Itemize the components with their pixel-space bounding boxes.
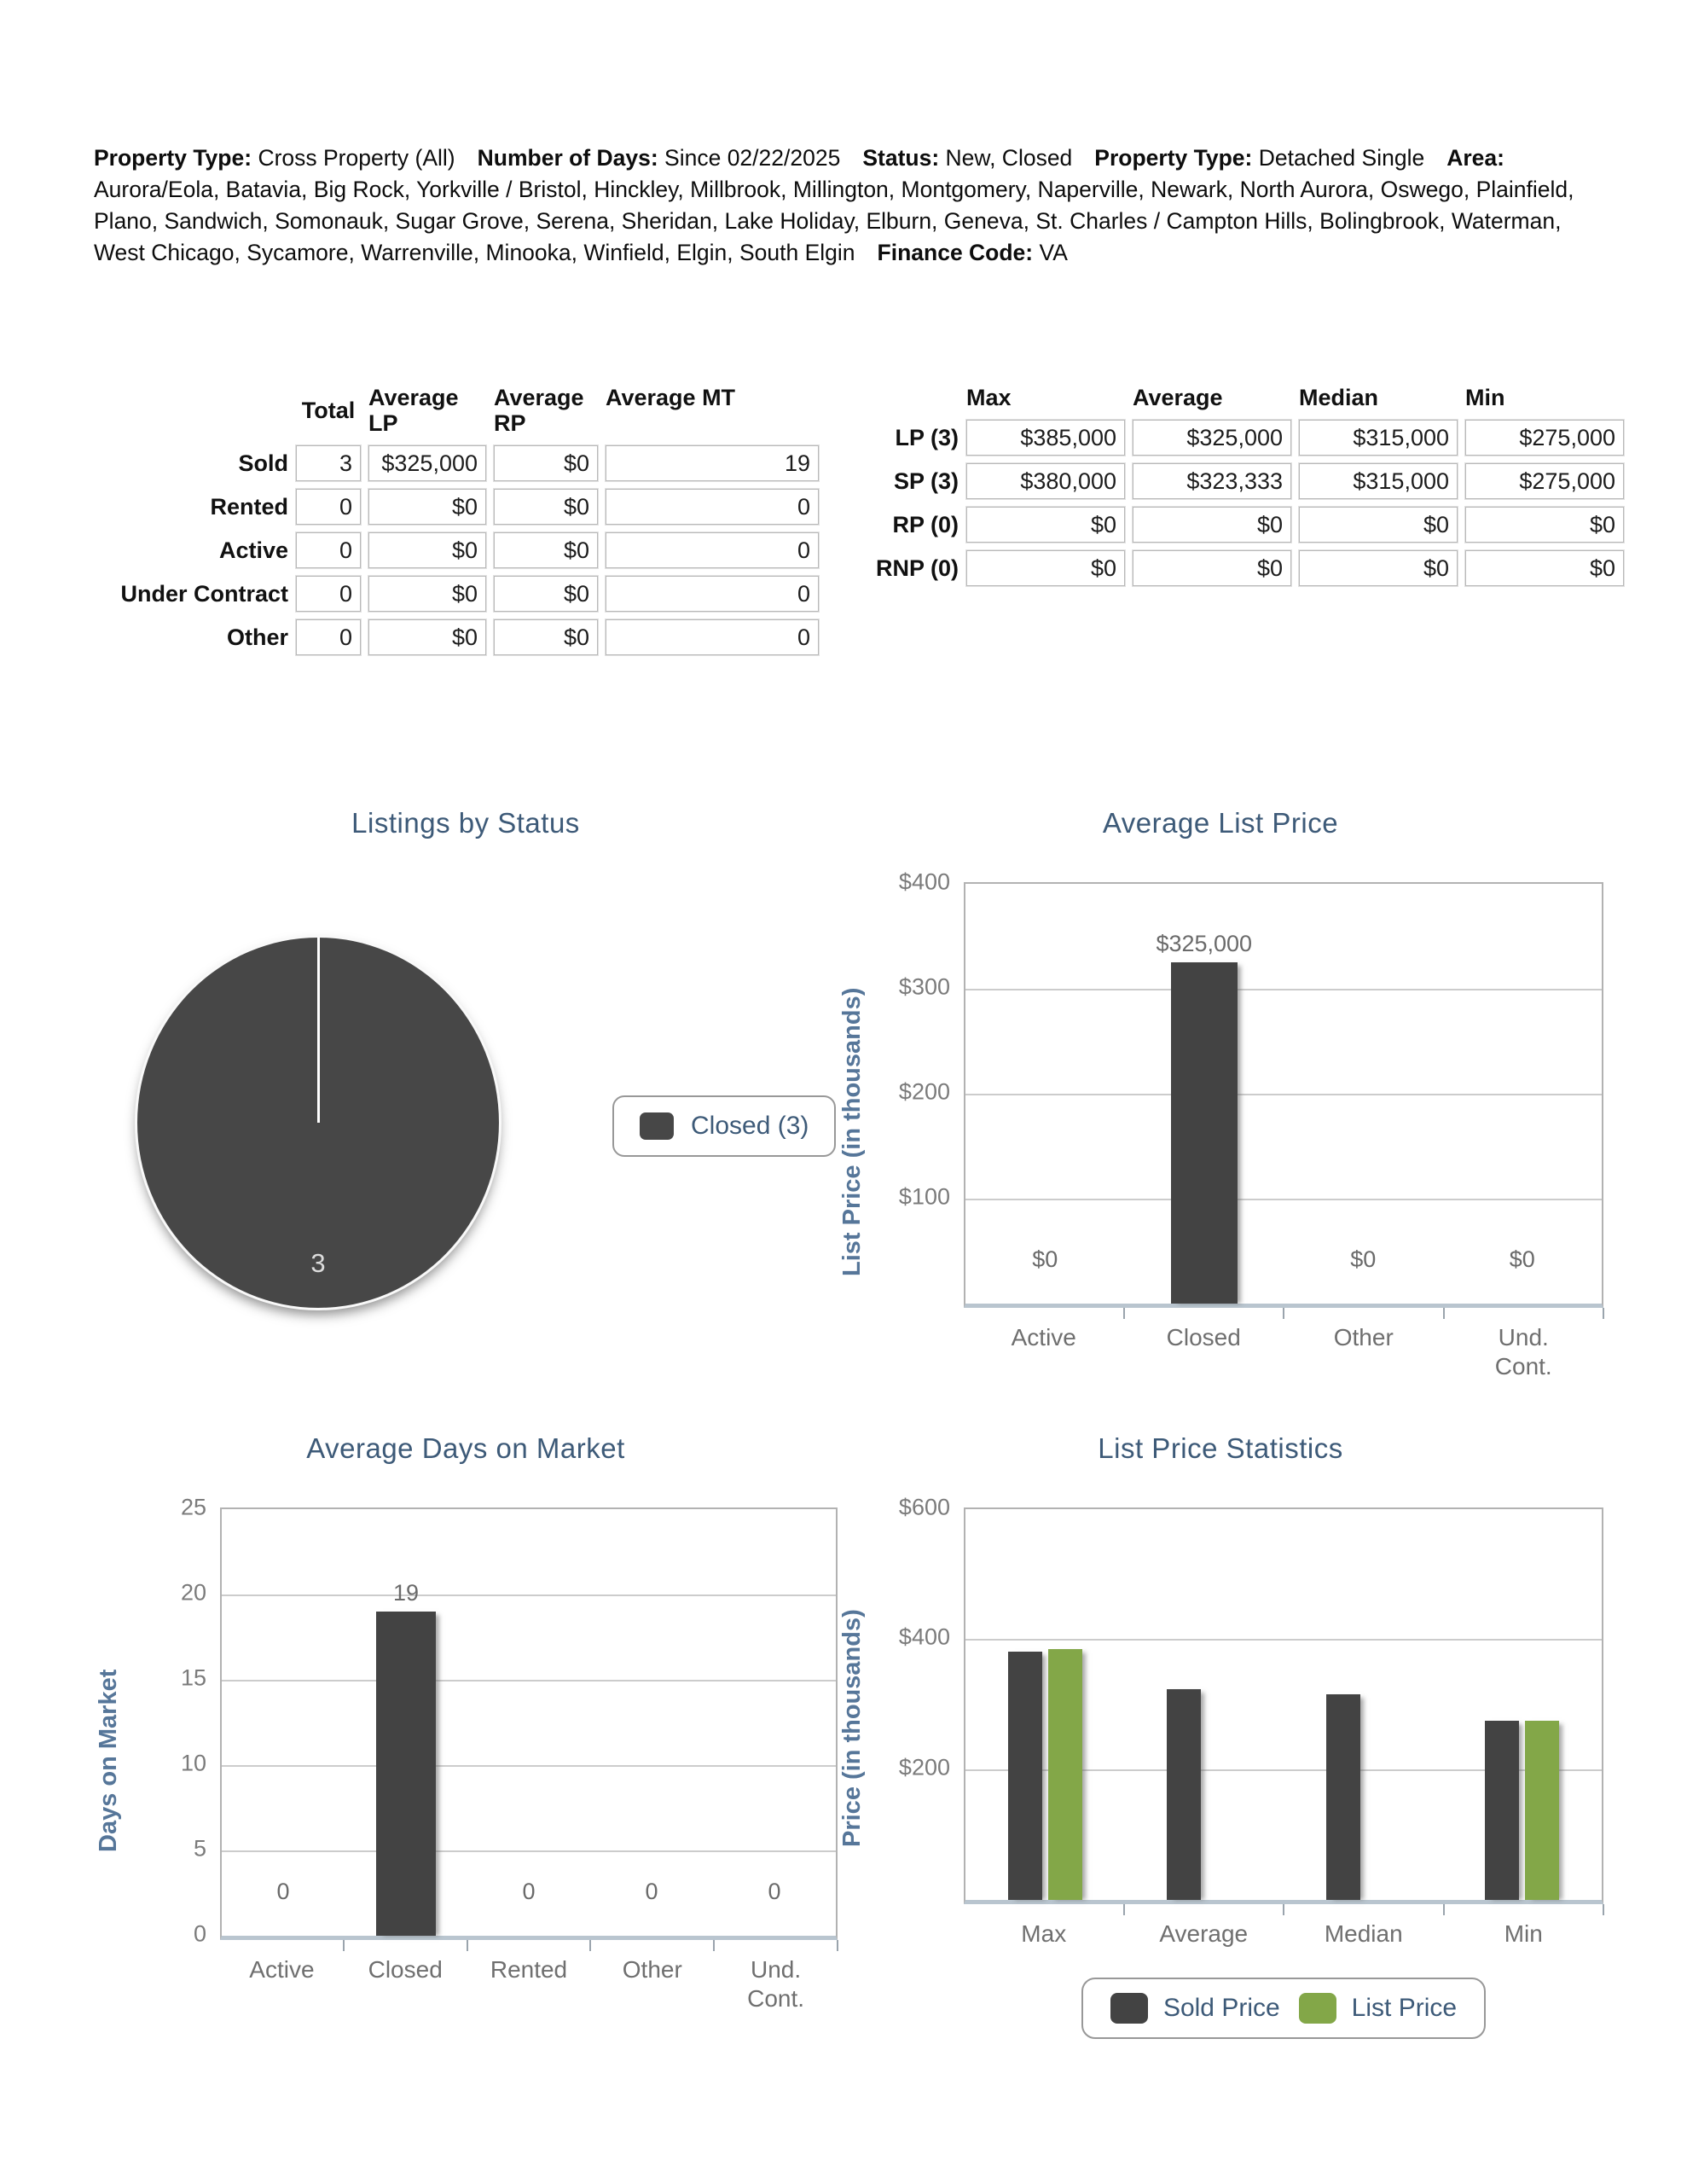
plot-area xyxy=(220,1507,838,1940)
average-list-price-chart xyxy=(838,807,1603,1432)
charts-grid xyxy=(94,807,1605,2039)
y-axis-ticks xyxy=(875,1494,964,1898)
column-header-min: Min xyxy=(1465,384,1505,410)
table-cell: $0 xyxy=(1465,550,1624,586)
criteria-label: Area: xyxy=(1446,144,1504,171)
legend-swatch-sold-price xyxy=(1110,1993,1148,2024)
bar-value-label: $0 xyxy=(1350,1246,1377,1272)
bar-value-label: $325,000 xyxy=(1156,930,1253,956)
bar-slot-rented xyxy=(467,1509,590,1936)
bar-group-min xyxy=(1443,1509,1603,1900)
table-cell: $0 xyxy=(1133,550,1291,586)
table-cell: $0 xyxy=(494,489,598,525)
row-label-lp: LP (3) xyxy=(895,424,959,450)
lps-legend xyxy=(964,1978,1603,2039)
bar-value-label: 0 xyxy=(768,1878,781,1904)
y-tick: 5 xyxy=(193,1835,206,1861)
x-category-max: Max xyxy=(1021,1920,1067,1947)
bar-slot-active xyxy=(965,884,1125,1304)
table-cell: $0 xyxy=(368,576,486,612)
bar-value-label: 0 xyxy=(276,1878,290,1904)
table-cell: $0 xyxy=(494,576,598,612)
table-cell: $0 xyxy=(368,532,486,568)
bar-min-list-price xyxy=(1525,1721,1559,1900)
bar-closed xyxy=(1171,962,1238,1304)
column-header-total: Total xyxy=(301,397,356,423)
bar-slot-und-cont xyxy=(1443,884,1603,1304)
criteria-label: Finance Code: xyxy=(877,239,1034,265)
table-cell: $325,000 xyxy=(1133,420,1291,456)
criteria-label: Status: xyxy=(862,144,940,171)
criteria-property-type-2 xyxy=(1094,145,1424,171)
column-header-average-rp: Average RP xyxy=(494,384,584,436)
table-cell: $0 xyxy=(966,507,1125,543)
plot-area xyxy=(964,1507,1603,1904)
bar-group-average xyxy=(1125,1509,1284,1900)
y-tick: 15 xyxy=(180,1664,206,1690)
table-cell: $315,000 xyxy=(1299,420,1458,456)
bar-max-sold-price xyxy=(1008,1652,1042,1899)
bar-median-sold-price xyxy=(1326,1694,1360,1899)
table-cell: $315,000 xyxy=(1299,463,1458,499)
criteria-value: New, Closed xyxy=(945,144,1073,171)
y-tick: $400 xyxy=(898,868,950,894)
pie-legend xyxy=(612,1095,836,1157)
table-cell: $0 xyxy=(1465,507,1624,543)
plot-area xyxy=(964,882,1603,1308)
x-category-und-cont: Und. Cont. xyxy=(747,1955,805,2012)
table-cell: $323,333 xyxy=(1133,463,1291,499)
chart-title: Listings by Status xyxy=(351,806,580,839)
chart-title: Average List Price xyxy=(1102,806,1339,839)
criteria-value: VA xyxy=(1039,239,1068,265)
row-label-other: Other xyxy=(226,624,288,650)
x-category-average: Average xyxy=(1159,1920,1249,1947)
x-category-active: Active xyxy=(1011,1323,1076,1350)
legend-item-list-price xyxy=(1299,1993,1457,2024)
status-summary-table xyxy=(94,385,819,655)
criteria-label: Property Type: xyxy=(1094,144,1253,171)
x-category-closed: Closed xyxy=(368,1955,443,1983)
y-tick: 0 xyxy=(193,1920,206,1946)
table-cell: $0 xyxy=(368,619,486,655)
table-cell: $385,000 xyxy=(966,420,1125,456)
x-category-und-cont: Und. Cont. xyxy=(1494,1323,1552,1380)
row-label-sp: SP (3) xyxy=(893,468,959,494)
legend-swatch-closed xyxy=(640,1112,674,1140)
listings-by-status-chart xyxy=(94,807,838,1432)
criteria-number-of-days xyxy=(478,145,841,171)
y-axis-ticks xyxy=(875,868,964,1302)
x-category-active: Active xyxy=(249,1955,315,1983)
bar-value-label: 19 xyxy=(392,1579,420,1606)
pie-slice-closed xyxy=(135,935,501,1310)
table-cell: 0 xyxy=(296,619,361,655)
table-cell: $0 xyxy=(494,619,598,655)
table-cell: $275,000 xyxy=(1465,420,1624,456)
column-header-average: Average xyxy=(1133,384,1223,410)
criteria-value: Cross Property (All) xyxy=(258,144,455,171)
y-tick: 20 xyxy=(180,1579,206,1605)
report-criteria xyxy=(94,142,1603,269)
price-stats-table xyxy=(838,385,1624,586)
legend-item-sold-price xyxy=(1110,1993,1280,2024)
column-header-median: Median xyxy=(1299,384,1379,410)
bar-group-median xyxy=(1284,1509,1443,1900)
bar-slot-closed xyxy=(345,1509,467,1936)
legend-label-closed: Closed (3) xyxy=(691,1111,809,1140)
bar-value-label: 0 xyxy=(522,1878,536,1904)
row-label-sold: Sold xyxy=(238,450,288,476)
bar-value-label: $0 xyxy=(1509,1246,1535,1272)
bar-max-list-price xyxy=(1048,1649,1082,1900)
table-cell: $0 xyxy=(1299,550,1458,586)
pie-slice-seam xyxy=(317,938,320,1123)
bar-slot-active xyxy=(222,1509,345,1936)
bar-slot-closed xyxy=(1125,884,1284,1304)
table-cell: 0 xyxy=(296,532,361,568)
criteria-value: Aurora/Eola, Batavia, Big Rock, Yorkville / Bristol, Hinckley, Millbrook, Millington, Montgomery, Naperville, Newark, North Aurora, Oswego, Plainfield, Plano, Sandwich, Somonauk, Sugar Grove, Serena, Sheridan, Lake Holiday, Elburn, Geneva, St. Charles / Campton Hills, Bolingbrook, Waterman, West Chicago, Sycamore, Warrenville, Minooka, Winfield, Elgin, South Elgin xyxy=(94,176,1574,265)
y-tick: $400 xyxy=(898,1623,950,1650)
row-label-rented: Rented xyxy=(210,493,288,520)
table-cell: $0 xyxy=(494,445,598,481)
row-label-under-contract: Under Contract xyxy=(120,580,288,607)
y-axis-title: Price (in thousands) xyxy=(838,1608,866,1847)
pie-slice-value: 3 xyxy=(310,1247,326,1278)
y-tick: $200 xyxy=(898,1754,950,1780)
list-price-statistics-chart xyxy=(838,1432,1603,2039)
y-axis-ticks xyxy=(131,1494,220,1946)
bar-value-label: $0 xyxy=(1032,1246,1058,1272)
x-category-other: Other xyxy=(622,1955,682,1983)
row-label-rnp: RNP (0) xyxy=(875,555,959,581)
bar-min-sold-price xyxy=(1485,1721,1519,1900)
x-category-closed: Closed xyxy=(1166,1323,1241,1350)
table-cell: $0 xyxy=(368,489,486,525)
x-category-rented: Rented xyxy=(490,1955,568,1983)
criteria-finance-code xyxy=(878,240,1068,265)
table-cell: $0 xyxy=(1133,507,1291,543)
table-cell: $0 xyxy=(1299,507,1458,543)
table-cell: $325,000 xyxy=(368,445,486,481)
bar-closed xyxy=(376,1612,436,1936)
x-axis-ticks xyxy=(964,1308,1603,1320)
column-header-max: Max xyxy=(966,384,1012,410)
table-cell: $380,000 xyxy=(966,463,1125,499)
bar-slot-other xyxy=(1284,884,1443,1304)
table-cell: 0 xyxy=(296,489,361,525)
table-cell: $0 xyxy=(494,532,598,568)
criteria-label: Number of Days: xyxy=(477,144,658,171)
y-axis-title: Days on Market xyxy=(95,1668,122,1852)
pie-area xyxy=(94,839,838,1385)
criteria-value: Since 02/22/2025 xyxy=(664,144,841,171)
table-cell: 3 xyxy=(296,445,361,481)
column-header-average-mt: Average MT xyxy=(606,384,736,410)
y-tick: $300 xyxy=(898,973,950,999)
table-cell: 0 xyxy=(606,619,819,655)
x-category-min: Min xyxy=(1504,1920,1543,1947)
table-cell: 0 xyxy=(606,576,819,612)
chart-title: List Price Statistics xyxy=(1098,1432,1343,1464)
criteria-value: Detached Single xyxy=(1258,144,1425,171)
x-category-other: Other xyxy=(1333,1323,1394,1350)
table-cell: $275,000 xyxy=(1465,463,1624,499)
x-axis-ticks xyxy=(220,1940,838,1952)
average-days-on-market-chart xyxy=(94,1432,838,2039)
table-cell: $0 xyxy=(966,550,1125,586)
table-cell: 0 xyxy=(296,576,361,612)
bar-slot-other xyxy=(590,1509,713,1936)
x-axis-ticks xyxy=(964,1904,1603,1916)
criteria-property-type xyxy=(94,145,455,171)
bar-group-max xyxy=(965,1509,1125,1900)
chart-title: Average Days on Market xyxy=(306,1432,625,1464)
y-tick: 25 xyxy=(180,1494,206,1519)
y-tick: $100 xyxy=(898,1183,950,1209)
criteria-label: Property Type: xyxy=(94,144,252,171)
y-tick: 10 xyxy=(180,1750,206,1775)
y-tick: $200 xyxy=(898,1078,950,1104)
legend-label-list-price: List Price xyxy=(1351,1993,1458,2022)
row-label-active: Active xyxy=(218,537,288,563)
table-cell: 19 xyxy=(606,445,819,481)
criteria-status xyxy=(862,145,1072,171)
legend-label-sold-price: Sold Price xyxy=(1162,1993,1280,2022)
table-cell: 0 xyxy=(606,489,819,525)
column-header-average-lp: Average LP xyxy=(368,384,459,436)
bar-average-sold-price xyxy=(1167,1689,1201,1900)
y-axis-title: List Price (in thousands) xyxy=(838,986,866,1276)
summary-tables xyxy=(94,384,1615,655)
bar-slot-und-cont xyxy=(713,1509,836,1936)
x-category-median: Median xyxy=(1324,1920,1403,1947)
bar-value-label: 0 xyxy=(645,1878,658,1904)
legend-swatch-list-price xyxy=(1299,1993,1336,2024)
y-tick: $600 xyxy=(898,1494,950,1519)
row-label-rp: RP (0) xyxy=(892,511,959,537)
table-cell: 0 xyxy=(606,532,819,568)
